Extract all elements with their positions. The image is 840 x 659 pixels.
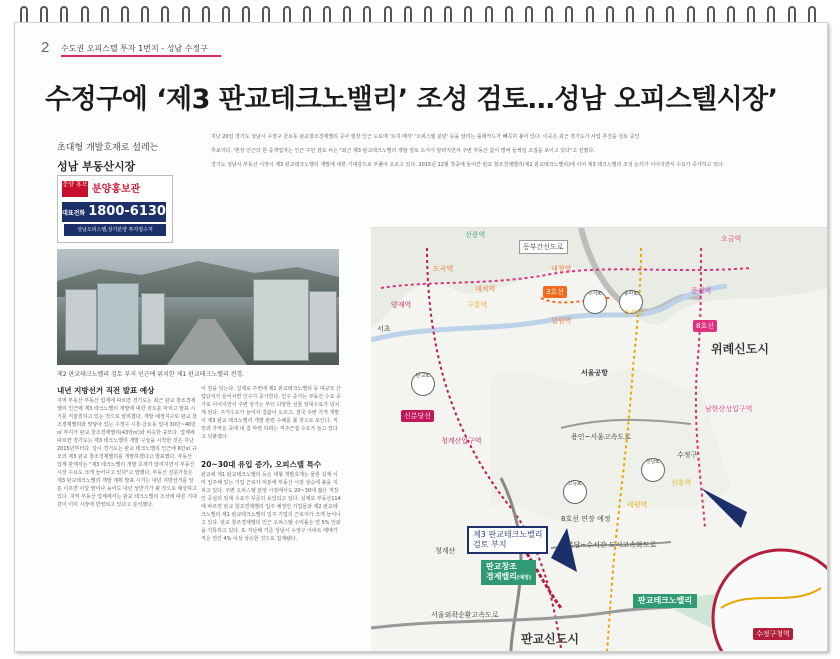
photo-caption: 제2 판교테크노밸리 검토 부지 인근에 위치한 제1 판교테크노밸리 전경. (57, 371, 245, 378)
section-label: 수도권 오피스텔 투자 1번지 - 성남 수정구 (61, 44, 208, 53)
photo-building (141, 293, 165, 345)
column2-heading: 20~30대 유입 증가, 오피스텔 특수 (201, 460, 322, 469)
tag-line8: 8호선 (693, 320, 717, 332)
ic-marker: 고등IC (563, 480, 587, 504)
photo-building (253, 279, 309, 361)
station-label: 양재역 (391, 301, 412, 309)
label-dongbu: 동부간선도로 (519, 240, 568, 254)
photo-road (167, 319, 247, 365)
label-creative-valley (481, 560, 536, 585)
site-marker (551, 528, 577, 572)
third-site-line1: 제3 판교테크노밸리 (473, 530, 543, 539)
station-label: 일원역 (551, 317, 572, 325)
page-headline: 수정구에 ‘제3 판교테크노밸리’ 조성 검토…성남 오피스텔시장’ (45, 84, 778, 115)
station-label: 대치역 (475, 285, 496, 293)
ad-logo: 분양 홍보 (62, 181, 88, 197)
third-site-line2: 검토 부지 (473, 540, 507, 549)
station-label: 오금역 (721, 235, 742, 243)
newspaper-page (14, 22, 828, 652)
ic-marker: 수서IC (583, 290, 607, 314)
ic-marker: 판교IC (411, 372, 435, 396)
ad-phone-number: 1800-6130 (88, 204, 166, 219)
ad-subtext: 성남오피스텔,상가분양 투자접수처 (64, 224, 166, 236)
label-outer-ring: 서울외곽순환고속도로 (431, 611, 499, 619)
label-cheonggyesan: 청계산 (435, 547, 456, 555)
station-label: 태평역 (627, 501, 648, 509)
station-label: 남한산성입구역 (705, 405, 753, 413)
column2-top: 이 원을 잇는다. 실제로 주변에 제1 판교테크노밸리 등 대규모 산업단지가 들어서면 인구가 증가한다. 인구 증가는 부동산 수요 증가로 이어지면서 주변 상가는 부터 다양한 선물 임대수요가 넘치게 된다. 주거수요가 늘어서 집값이 오르고, 결국 주변 가격 개발이 제3 판교 테크노밸리 개발 관련 수혜를 볼 것으로 보인다. 직장과 가까운 곳에 내 집 마련 하려는 직주근접 수요가 늘고 있다고 덧붙였다. (201, 386, 341, 440)
creative-line2: 경제밸리 (486, 572, 517, 581)
label-yongin-seoul: 용인~서울고속도로 (571, 433, 631, 441)
lead-line-1: 지난 20일 경기도 성남시 수정구 금토동 판교창조경제밸리 공사 현장 인근 도로에 '토지 매각' '오피스텔 분양' 등을 알리는 플래카드가 빼곡히 붙어 있다. 이곳은 최근 경기도가 사업 추진을 검토 중인 (211, 134, 640, 140)
station-label: 도곡역 (433, 265, 454, 273)
photo-building (97, 283, 139, 355)
creative-line1: 판교창조 (486, 562, 517, 571)
station-label: 수서역 (623, 309, 644, 317)
label-third-site (467, 526, 548, 554)
photo-building (309, 291, 337, 353)
ad-phone (62, 202, 166, 222)
label-bundang-suseo: 분당~수서간 도시고속화도로 (567, 541, 657, 549)
label-sujeong: 수정구 (677, 451, 698, 459)
tag-sujeong-office: 수정구청역 (753, 628, 793, 640)
lead-line-3: 경기도 성남시 부동산 시장이 제3 판교테크노밸리 개발에 대한 기대감으로 부풀어 오르고 있다. 2015년 12월 착공에 들어간 판교 창조경제밸리(제2 판교테크노밸리)에 이어 제3 테크노밸리 조성 논의가 이어지면서 수요가 증가하고 있다. (211, 162, 725, 168)
tag-sinbundang: 신분당선 (401, 410, 434, 422)
intro-subhead: 성남 부동산시장 (57, 160, 136, 173)
intro-kicker: 초대형 개발호재로 설레는 (57, 143, 159, 153)
station-label: 구룡역 (467, 301, 488, 309)
label-wirye: 위례신도시 (711, 342, 769, 356)
station-label: 문정역 (691, 287, 712, 295)
label-pangyo-techno: 판교테크노밸리 (633, 594, 697, 608)
page-number: 2 (41, 39, 50, 56)
column1-body: 지역 부동산 부동산 업계에 따르면 경기도는 최근 판교 창조경제밸리 인근에 제3 테크노밸리 개발에 대한 검토를 마치고 발표 시기를 저울질하고 있는 것으로 알려졌다. 개발 예정지구로 판교 창조경제밸리와 맞닿아 있는 수정구 시흥·금토동 일대 30만~40만㎡ 부지가 판교 창조경제밸리(43만㎡)와 비슷한 규모다. 업계에 따르면 경기도는 제3 테크노밸리 개발 구상을 시작한 것은 지난 2015년부터다. 당시 경기도는 판교 테크노밸리 인근에 6만㎡ 규모의 제3 판교 창조경제밸리를 개발하겠다고 발표했다. 부동산 업계 관계자는 "제3 테크노밸리 개발 호재가 알려지면서 부동산 시장 수요도 크게 늘어나고 있다"고 말했다. 부동산 전문가들은 제3 판교테크노밸리 개발 계획 발표 시기는 내년 지방선거를 앞둔 이르면 이달 말이나 늦어도 내년 상반기가 될 것으로 예상하고 있다. 지역 부동산 업계에서는 판교 테크노밸리 조성에 따른 기대감이 이미 시장에 반영되고 있다고 분석했다. (57, 398, 197, 508)
column1-heading: 내년 지방선거 직전 발표 예상 (57, 386, 155, 395)
section-underline (61, 55, 221, 57)
ad-title: 분양홍보관 (92, 184, 141, 195)
column2-body: 판교에 제1 판교테크노밸리 등은 대형 개발호재는 물론 실제 이미 입주해 있는 기업 근로자 덕분에 부동산 시장 상승에 불을 지피고 있다. 주변 오피스텔 분양 시장에서도 20~30대 젊은 직장인 중심의 임대 수요가 꾸준히 유입되고 있다. 실제로 부동산114에 따르면 판교 창조경제밸리 입주 예정인 기업들과 제2 판교테크노밸리 제1 판교테크노밸리 입주 기업의 근로자가 크게 늘어나고 있다. 판교 창조경제밸리 인근 오피스텔 수익률은 연 5% 안팎을 기록하고 있다. 또 지난해 기준 성남시 수정구 아파트 매매가격은 연간 4% 이상 상승한 것으로 집계됐다. (201, 472, 341, 542)
sales-office-ad (57, 175, 173, 243)
area-map (371, 227, 827, 652)
ic-marker: 송파IC (619, 290, 643, 314)
label-pangyo-newtown: 판교신도시 (521, 632, 579, 646)
creative-line3: (예정) (516, 575, 532, 581)
lead-line-2: 후보지다. '현장 인근의 한 중개업자는 인근 주민 검토 씨는 "최근 제3 판교테크노밸리 개발 검토 소식이 알려지면서 주변 부동산 값이 벌써 들썩일 조짐을 보이고 있다"고 전했다. (211, 148, 595, 154)
label-cheonggyesan-station: 청계산입구역 (441, 437, 482, 445)
map-hill-area (491, 368, 731, 523)
techno-valley-photo (57, 249, 339, 365)
ad-phone-prefix: 대표전화 (62, 210, 86, 217)
ic-marker: 성남IC (641, 458, 665, 482)
station-label: 신흥역 (671, 479, 692, 487)
photo-building (65, 289, 97, 351)
tag-line3: 3호선 (543, 286, 567, 298)
station-label: 대청역 (551, 265, 572, 273)
label-seocho: 서초 (377, 325, 391, 333)
station-label: 선릉역 (465, 231, 486, 239)
label-line8-ext: 8호선 연장 예정 (561, 515, 611, 523)
label-seoul-airport: 서울공항 (581, 369, 609, 377)
